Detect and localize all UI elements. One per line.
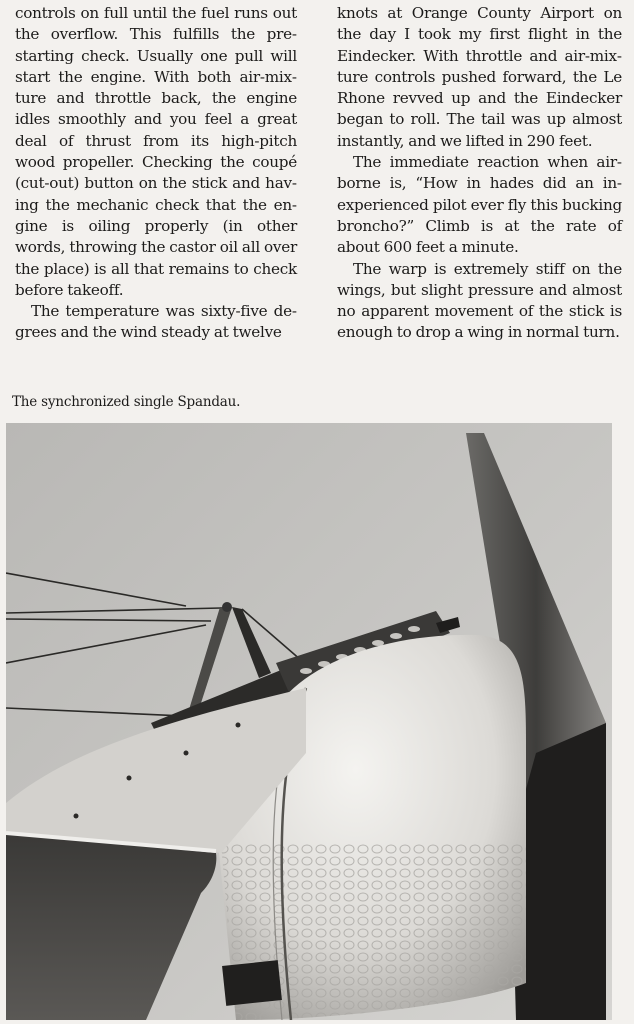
- spandau-photo: [6, 423, 612, 1020]
- paragraph: knots at Orange County Airport on the day I took my first flight in the Eindecker. With throttle and air-mixture controls pushed forward, the Le Rhone revved up and the Eindecker began to roll. The tail was up almost instantly, and we lifted in 290 feet.: [337, 4, 622, 150]
- access-panel: [222, 960, 282, 1006]
- article-column-left: [15, 3, 297, 344]
- paragraph: The warp is extremely stiff on the wings, but slight pressure and almost no apparent movement of the stick is enough to drop a wing in normal turn.: [337, 259, 622, 342]
- paragraph: controls on full until the fuel runs out the overflow. This fulfills the prestarting check. Usually one pull will start the engine. With both air-mixture and throttle back, the engine idles smoothly and you feel a great deal of thrust from its high-pitch wood propeller. Checking the coupé (cut-out) button on the stick and having the mechanic check that the engine is oiling properly (in other words, throwing the castor oil all over the place) is all that remains to check before takeoff.: [15, 4, 297, 299]
- article-column-right: [337, 3, 622, 344]
- figure-caption: The synchronized single Spandau.: [12, 394, 241, 410]
- paragraph: The temperature was sixty-five degrees and the wind steady at twelve: [15, 302, 297, 342]
- paragraph: The immediate reaction when airborne is, “How in hades did an inexperienced pilot ever fly this bucking broncho?” Climb is at the rate of about 600 feet a minute.: [337, 153, 622, 257]
